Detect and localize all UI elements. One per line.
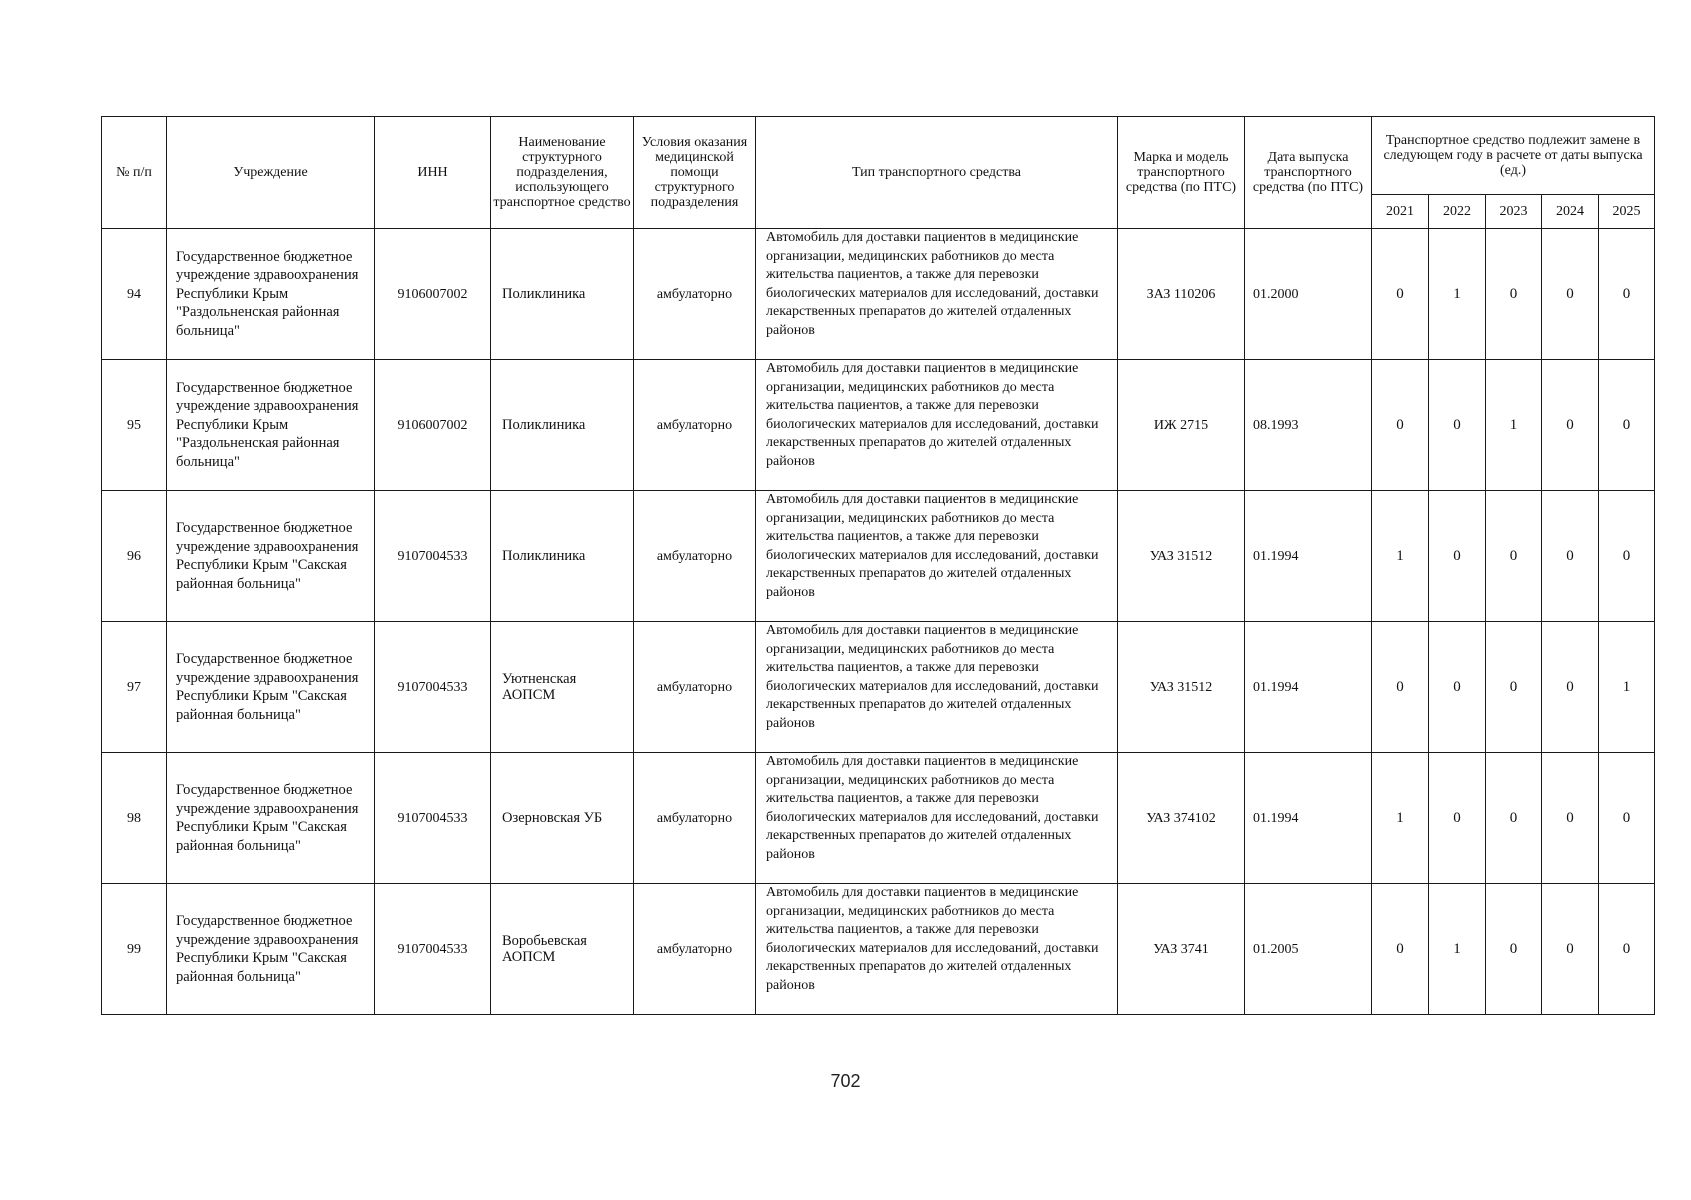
row-release-date: 01.1994 [1245, 622, 1372, 753]
row-vehicle-type: Автомобиль для доставки пациентов в медицинские организации, медицинских работников до места жительства пациентов, а также для перевозки биологических материалов для исследований, доставки лекарственных препаратов до жителей отдаленных районов [756, 622, 1118, 753]
row-year-2024: 0 [1542, 753, 1599, 884]
header-unit: Наименование структурного подразделения, использующего транспортное средство [491, 117, 634, 229]
table-row [102, 491, 1655, 622]
header-year-2023: 2023 [1486, 195, 1542, 229]
page-number: 702 [830, 1071, 861, 1091]
row-num: 98 [102, 753, 167, 884]
row-conditions: амбулаторно [634, 360, 756, 491]
row-inn: 9106007002 [375, 360, 491, 491]
table-row [102, 884, 1655, 1015]
row-vehicle-type: Автомобиль для доставки пациентов в медицинские организации, медицинских работников до места жительства пациентов, а также для перевозки биологических материалов для исследований, доставки лекарственных препаратов до жителей отдаленных районов [756, 360, 1118, 491]
row-num: 99 [102, 884, 167, 1015]
row-num: 96 [102, 491, 167, 622]
row-model: УАЗ 3741 [1118, 884, 1245, 1015]
table-row [102, 360, 1655, 491]
row-year-2022: 1 [1429, 884, 1486, 1015]
row-model: УАЗ 31512 [1118, 622, 1245, 753]
row-year-2025: 0 [1599, 360, 1655, 491]
row-year-2025: 0 [1599, 229, 1655, 360]
row-vehicle-type: Автомобиль для доставки пациентов в медицинские организации, медицинских работников до места жительства пациентов, а также для перевозки биологических материалов для исследований, доставки лекарственных препаратов до жителей отдаленных районов [756, 884, 1118, 1015]
row-unit: Поликлиника [491, 491, 634, 622]
row-num: 94 [102, 229, 167, 360]
row-release-date: 01.1994 [1245, 753, 1372, 884]
document-table-wrapper [101, 116, 1655, 1015]
row-year-2021: 0 [1372, 360, 1429, 491]
row-year-2023: 0 [1486, 491, 1542, 622]
row-vehicle-type: Автомобиль для доставки пациентов в медицинские организации, медицинских работников до места жительства пациентов, а также для перевозки биологических материалов для исследований, доставки лекарственных препаратов до жителей отдаленных районов [756, 491, 1118, 622]
row-unit: Озерновская УБ [491, 753, 634, 884]
row-year-2023: 0 [1486, 229, 1542, 360]
row-year-2023: 0 [1486, 753, 1542, 884]
row-release-date: 01.2000 [1245, 229, 1372, 360]
row-institution: Государственное бюджетное учреждение здравоохранения Республики Крым "Сакская районная больница" [167, 753, 375, 884]
row-year-2022: 1 [1429, 229, 1486, 360]
row-model: УАЗ 31512 [1118, 491, 1245, 622]
row-conditions: амбулаторно [634, 884, 756, 1015]
vehicle-replacement-table [101, 116, 1655, 1015]
row-year-2025: 1 [1599, 622, 1655, 753]
row-institution: Государственное бюджетное учреждение здравоохранения Республики Крым "Сакская районная больница" [167, 884, 375, 1015]
row-unit: Воробьевская АОПСМ [491, 884, 634, 1015]
row-model: ЗАЗ 110206 [1118, 229, 1245, 360]
row-release-date: 01.1994 [1245, 491, 1372, 622]
row-model: ИЖ 2715 [1118, 360, 1245, 491]
row-year-2024: 0 [1542, 884, 1599, 1015]
row-num: 97 [102, 622, 167, 753]
row-vehicle-type: Автомобиль для доставки пациентов в медицинские организации, медицинских работников до места жительства пациентов, а также для перевозки биологических материалов для исследований, доставки лекарственных препаратов до жителей отдаленных районов [756, 229, 1118, 360]
row-inn: 9107004533 [375, 884, 491, 1015]
row-unit: Уютненская АОПСМ [491, 622, 634, 753]
header-institution: Учреждение [167, 117, 375, 229]
row-year-2025: 0 [1599, 491, 1655, 622]
row-year-2024: 0 [1542, 229, 1599, 360]
table-body [102, 229, 1655, 1015]
row-year-2023: 1 [1486, 360, 1542, 491]
header-replacement: Транспортное средство подлежит замене в следующем году в расчете от даты выпуска (ед.) [1372, 117, 1655, 195]
row-year-2023: 0 [1486, 884, 1542, 1015]
row-year-2025: 0 [1599, 884, 1655, 1015]
header-model: Марка и модель транспортного средства (по ПТС) [1118, 117, 1245, 229]
row-vehicle-type: Автомобиль для доставки пациентов в медицинские организации, медицинских работников до места жительства пациентов, а также для перевозки биологических материалов для исследований, доставки лекарственных препаратов до жителей отдаленных районов [756, 753, 1118, 884]
row-year-2021: 0 [1372, 622, 1429, 753]
row-inn: 9106007002 [375, 229, 491, 360]
row-unit: Поликлиника [491, 229, 634, 360]
row-model: УАЗ 374102 [1118, 753, 1245, 884]
row-release-date: 08.1993 [1245, 360, 1372, 491]
table-row [102, 229, 1655, 360]
row-year-2022: 0 [1429, 491, 1486, 622]
row-conditions: амбулаторно [634, 229, 756, 360]
row-year-2021: 1 [1372, 491, 1429, 622]
header-year-2021: 2021 [1372, 195, 1429, 229]
row-year-2024: 0 [1542, 491, 1599, 622]
row-year-2022: 0 [1429, 622, 1486, 753]
table-row [102, 622, 1655, 753]
row-year-2022: 0 [1429, 753, 1486, 884]
header-vehicle-type: Тип транспортного средства [756, 117, 1118, 229]
row-year-2021: 0 [1372, 229, 1429, 360]
header-release-date: Дата выпуска транспортного средства (по ПТС) [1245, 117, 1372, 229]
row-conditions: амбулаторно [634, 753, 756, 884]
header-year-2025: 2025 [1599, 195, 1655, 229]
row-institution: Государственное бюджетное учреждение здравоохранения Республики Крым "Сакская районная больница" [167, 491, 375, 622]
row-institution: Государственное бюджетное учреждение здравоохранения Республики Крым "Раздольненская районная больница" [167, 360, 375, 491]
row-year-2022: 0 [1429, 360, 1486, 491]
table-row [102, 753, 1655, 884]
row-num: 95 [102, 360, 167, 491]
header-year-2024: 2024 [1542, 195, 1599, 229]
row-conditions: амбулаторно [634, 622, 756, 753]
header-inn: ИНН [375, 117, 491, 229]
row-release-date: 01.2005 [1245, 884, 1372, 1015]
row-year-2024: 0 [1542, 360, 1599, 491]
row-unit: Поликлиника [491, 360, 634, 491]
header-year-2022: 2022 [1429, 195, 1486, 229]
row-inn: 9107004533 [375, 491, 491, 622]
row-institution: Государственное бюджетное учреждение здравоохранения Республики Крым "Сакская районная больница" [167, 622, 375, 753]
header-num: № п/п [102, 117, 167, 229]
row-year-2024: 0 [1542, 622, 1599, 753]
row-year-2021: 1 [1372, 753, 1429, 884]
row-inn: 9107004533 [375, 753, 491, 884]
row-conditions: амбулаторно [634, 491, 756, 622]
row-institution: Государственное бюджетное учреждение здравоохранения Республики Крым "Раздольненская районная больница" [167, 229, 375, 360]
header-conditions: Условия оказания медицинской помощи структурного подразделения [634, 117, 756, 229]
row-year-2021: 0 [1372, 884, 1429, 1015]
row-year-2023: 0 [1486, 622, 1542, 753]
row-inn: 9107004533 [375, 622, 491, 753]
row-year-2025: 0 [1599, 753, 1655, 884]
